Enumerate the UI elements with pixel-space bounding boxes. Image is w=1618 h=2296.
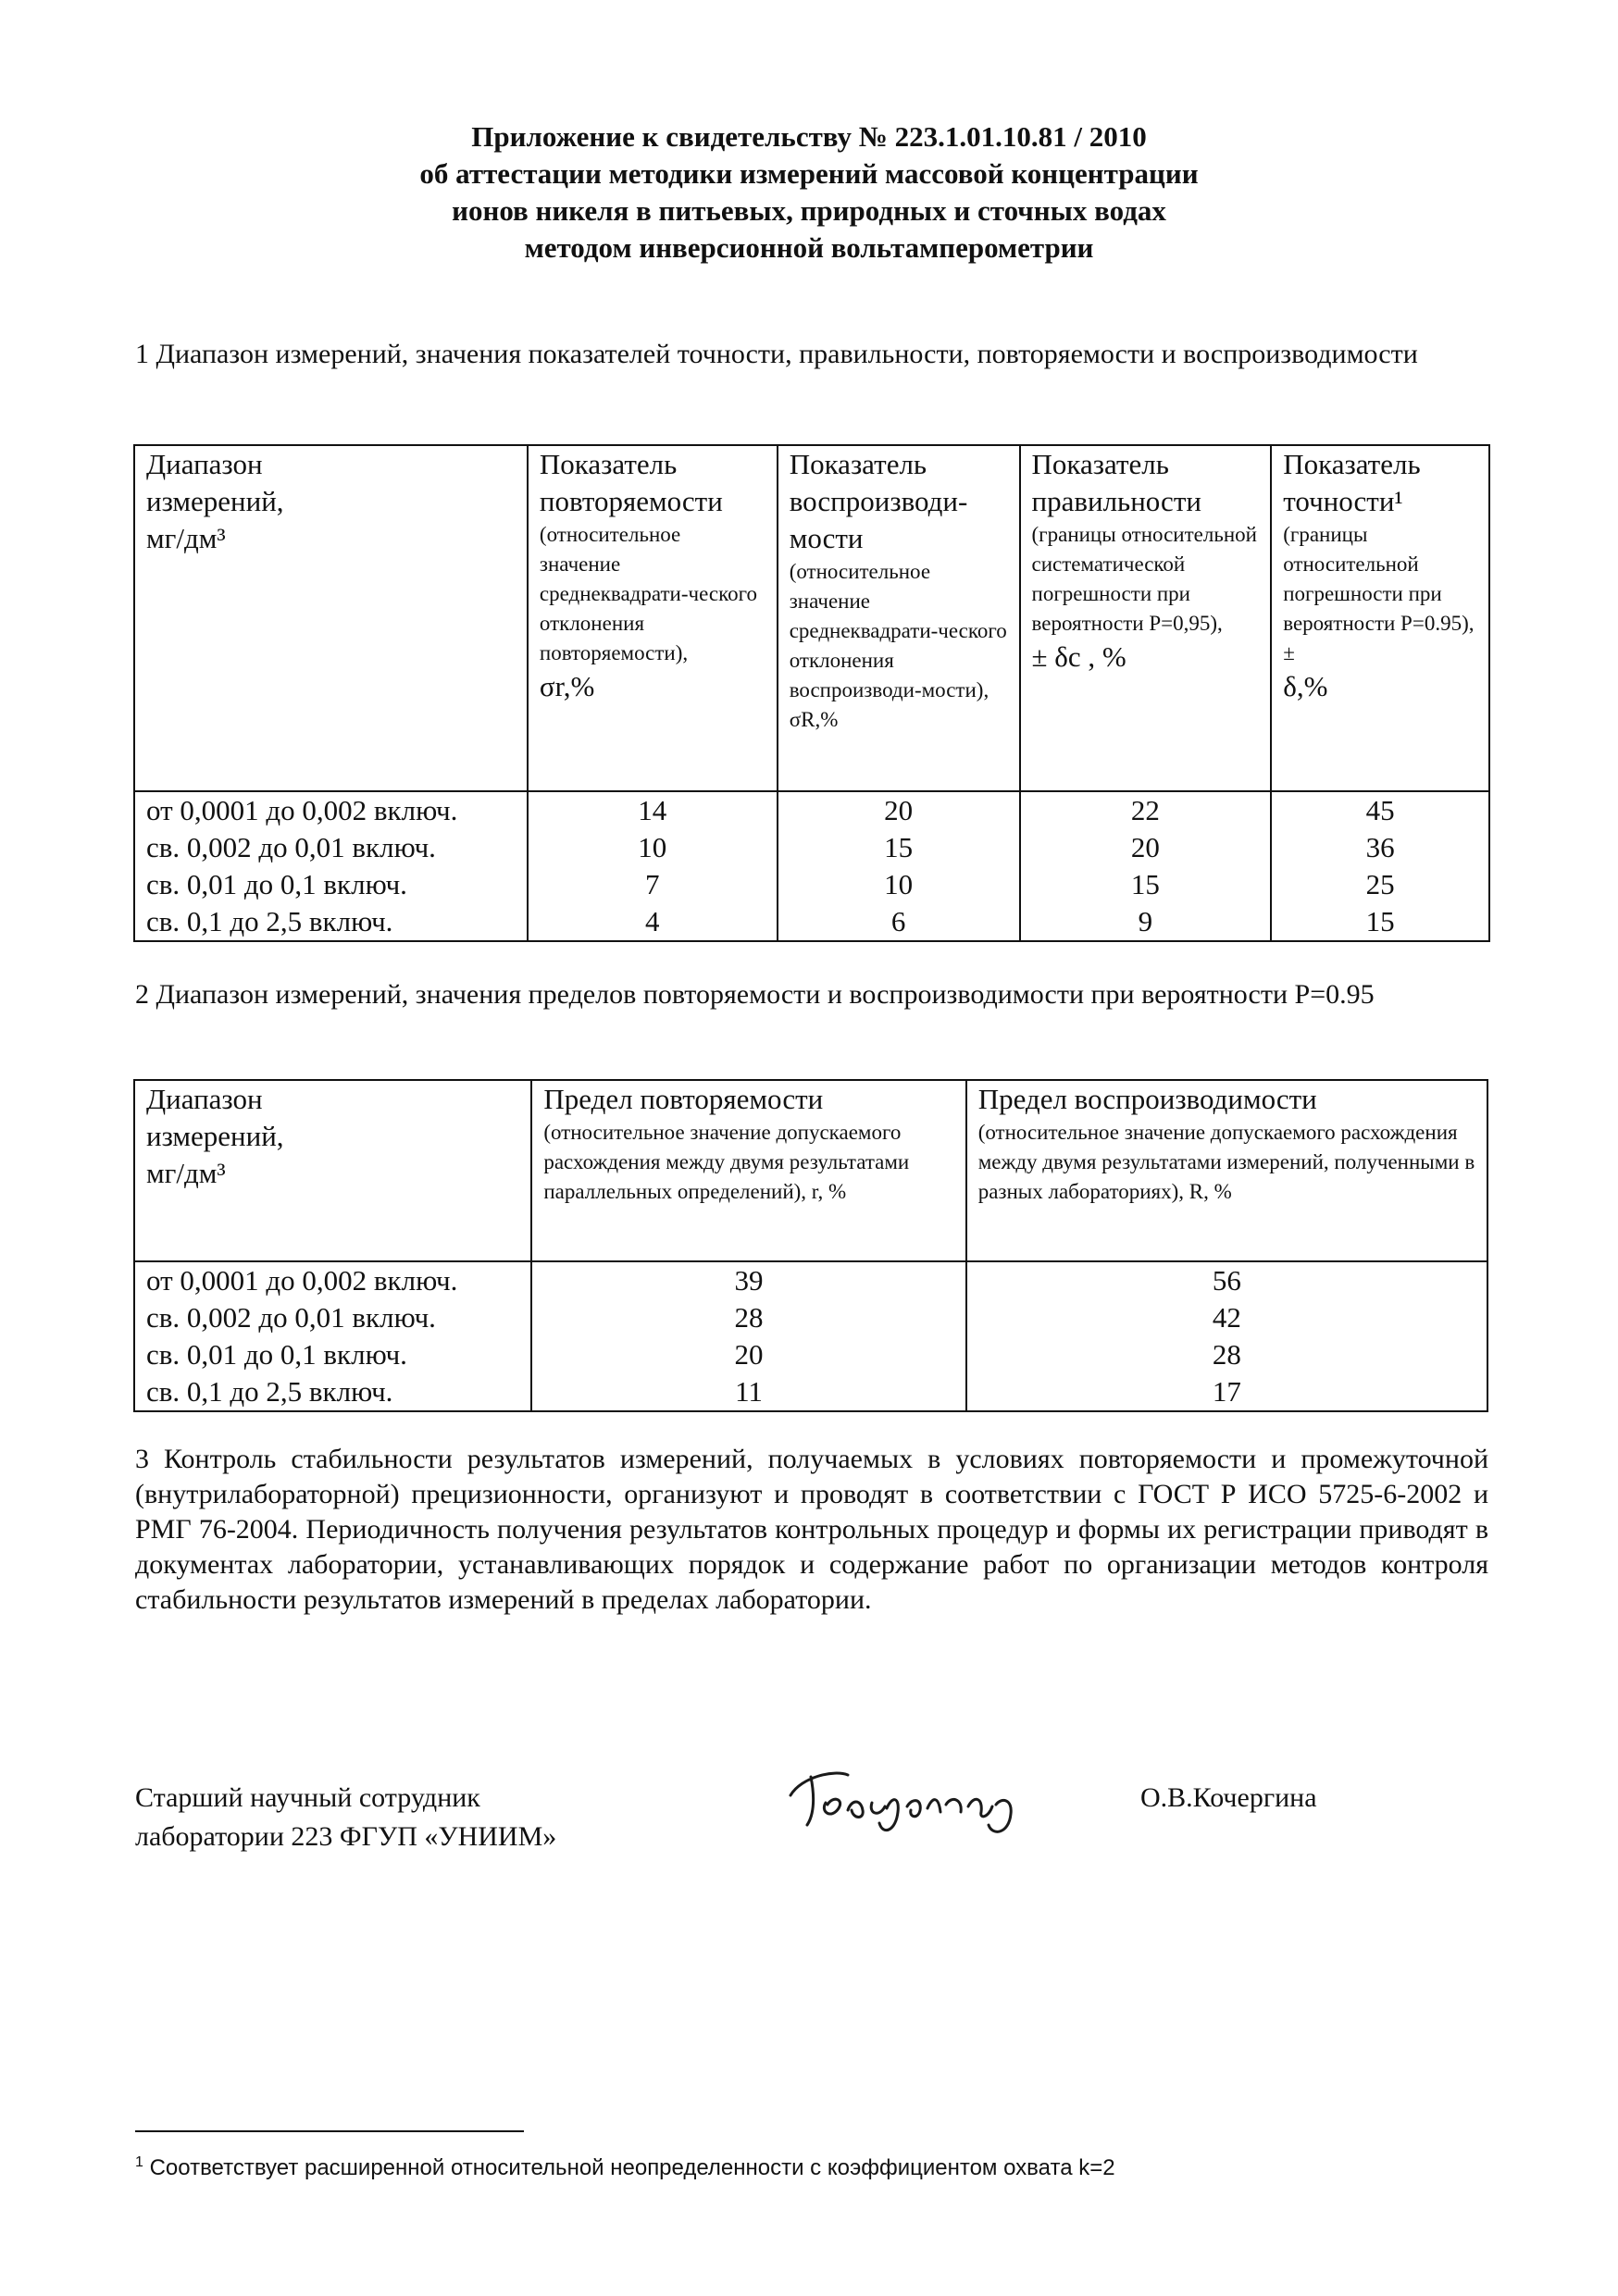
document-header bbox=[0, 118, 1618, 267]
header-line-3: ионов никеля в питьевых, природных и сточных водах bbox=[452, 194, 1166, 227]
section1-heading: 1 Диапазон измерений, значения показателей точности, правильности, повторяемости и воспроизводимости bbox=[135, 339, 1418, 369]
footnote-mark: 1 bbox=[135, 2154, 143, 2170]
table-row: св. 0,01 до 0,1 включ. 7 10 15 25 bbox=[134, 866, 1489, 903]
table-row: св. 0,1 до 2,5 включ. 11 17 bbox=[134, 1373, 1487, 1411]
reproducibility-limit-header: Предел воспроизводимости (относительное значение допускаемого расхождения между двумя результатами измерений, полученными в разных лабораториях), R, % bbox=[966, 1080, 1487, 1261]
table-row: от 0,0001 до 0,002 включ. 14 20 22 45 bbox=[134, 791, 1489, 829]
footnote-text: Соответствует расширенной относительной неопределенности с коэффициентом охвата k=2 bbox=[149, 2155, 1115, 2180]
handwritten-signature bbox=[783, 1758, 1070, 1842]
header-line-2: об аттестации методики измерений массовой концентрации bbox=[419, 157, 1199, 190]
header-line-1: Приложение к свидетельству № 223.1.01.10.81 / 2010 bbox=[471, 120, 1147, 153]
range-header: Диапазон измерений, мг/дм³ bbox=[134, 445, 528, 791]
table-row: св. 0,002 до 0,01 включ. 10 15 20 36 bbox=[134, 829, 1489, 866]
table-row: св. 0,01 до 0,1 включ. 20 28 bbox=[134, 1336, 1487, 1373]
table-row: от 0,0001 до 0,002 включ. 39 56 bbox=[134, 1261, 1487, 1299]
table-header-row bbox=[134, 445, 1489, 791]
range-header: Диапазон измерений, мг/дм³ bbox=[134, 1080, 531, 1261]
section3-paragraph: 3 Контроль стабильности результатов измерений, получаемых в условиях повторяемости и промежуточной (внутрилабораторной) прецизионности, организуют и проводят в соответствии с ГОСТ Р ИСО 5725-6-2002 и РМГ 76-2004. Периодичность получения результатов контрольных процедур и формы их регистрации приводят в документах лаборатории, устанавливающих порядок и содержание работ по организации методов контроля стабильности результатов измерений в пределах лаборатории. bbox=[135, 1444, 1488, 1615]
section2-heading: 2 Диапазон измерений, значения пределов повторяемости и воспроизводимости при вероятности Р=0.95 bbox=[135, 979, 1375, 1010]
repeatability-limit-header: Предел повторяемости (относительное значение допускаемого расхождения между двумя результатами параллельных определений), r, % bbox=[531, 1080, 965, 1261]
header-line-4: методом инверсионной вольтамперометрии bbox=[524, 231, 1094, 264]
signatory-name: О.В.Кочергина bbox=[1140, 1782, 1317, 1813]
accuracy-header: Показатель точности¹ (границы относительной погрешности при вероятности Р=0.95), ± δ,% bbox=[1271, 445, 1489, 791]
table-row: св. 0,002 до 0,01 включ. 28 42 bbox=[134, 1299, 1487, 1336]
accuracy-table bbox=[133, 444, 1490, 942]
reproducibility-header: Показатель воспроизводи- мости (относительное значение среднеквадрати-ческого отклонения воспроизводи-мости), σR,% bbox=[778, 445, 1020, 791]
footnote-rule bbox=[135, 2130, 524, 2132]
trueness-header: Показатель правильности (границы относительной систематической погрешности при вероятности Р=0,95), ± δc , % bbox=[1020, 445, 1272, 791]
signatory-position: Старший научный сотрудник лаборатории 223 ФГУП «УНИИМ» bbox=[135, 1782, 557, 1852]
limits-table bbox=[133, 1079, 1488, 1412]
repeatability-header: Показатель повторяемости (относительное значение среднеквадрати-ческого отклонения повторяемости), σr,% bbox=[528, 445, 778, 791]
table-row: св. 0,1 до 2,5 включ. 4 6 9 15 bbox=[134, 903, 1489, 941]
table-header-row bbox=[134, 1080, 1487, 1261]
footnote bbox=[135, 2149, 1115, 2182]
